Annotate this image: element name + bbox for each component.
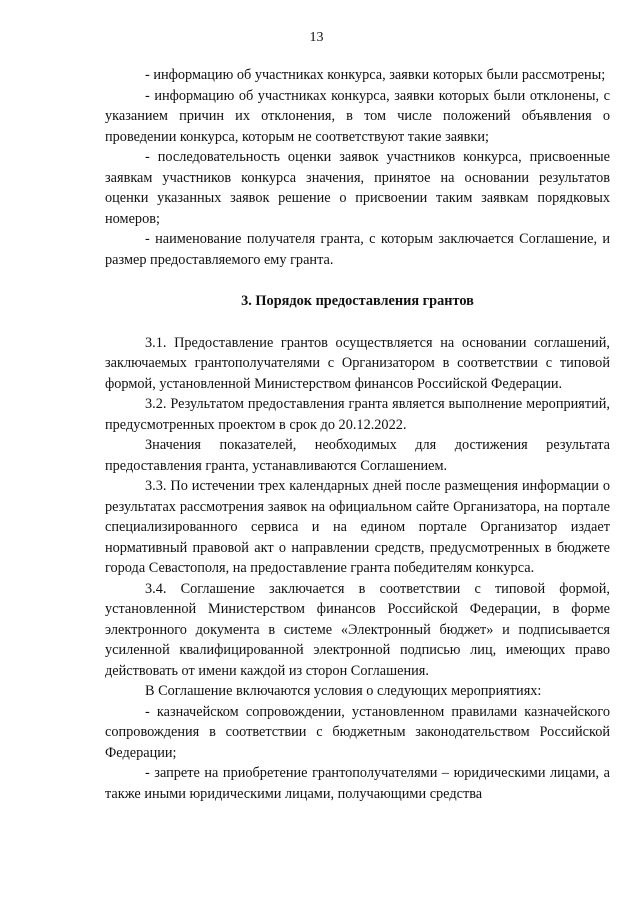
list-item-treasury-support: - казначейском сопровождении, установленном правилами казначейского сопровождения в соответствии с бюджетным законодательством Российской Федерации; — [105, 703, 610, 761]
paragraph-3-2: 3.2. Результатом предоставления гранта является выполнение мероприятий, предусмотренных проектом в срок до 20.12.2022. — [105, 396, 610, 433]
paragraph-3-4: 3.4. Соглашение заключается в соответствии с типовой формой, установленной Министерством финансов Российской Федерации, в форме электронного документа в системе «Электронный бюджет» и подписывается усиленной квалифицированной электронной подписью лиц, имеющих право действовать от имени каждой из сторон Соглашения. — [105, 580, 610, 679]
list-item-grant-recipient: - наименование получателя гранта, с которым заключается Соглашение, и размер предоставляемого ему гранта. — [105, 231, 610, 268]
list-item-reviewed: - информацию об участниках конкурса, заявки которых были рассмотрены; — [145, 67, 606, 83]
paragraph-3-3: 3.3. По истечении трех календарных дней после размещения информации о результатах рассмотрения заявок на официальном сайте Организатора, на портале специализированного сервиса и на едином портале Организатор издает нормативный правовой акт о направлении средств, предусмотренных в бюджете города Севастополя, на предоставление гранта победителям конкурса. — [105, 478, 610, 576]
paragraph-agreement-conditions: В Соглашение включаются условия о следующих мероприятиях: — [145, 683, 542, 699]
list-item-purchase-ban: - запрете на приобретение грантополучателями – юридическими лицами, а также иными юридическими лицами, получающими средства — [105, 765, 610, 802]
page-number: 13 — [309, 30, 324, 45]
document-body — [105, 65, 610, 804]
list-item-evaluation-order: - последовательность оценки заявок участников конкурса, присвоенные заявкам участников конкурса значения, принятое на основании результатов оценки указанных заявок решение о присвоении таким заявкам порядковых номеров; — [105, 149, 610, 227]
paragraph-indicators: Значения показателей, необходимых для достижения результата предоставления гранта, устанавливаются Соглашением. — [105, 437, 610, 474]
list-item-rejected: - информацию об участниках конкурса, заявки которых были отклонены, с указанием причин их отклонения, в том числе положений объявления о проведении конкурса, которым не соответствуют такие заявки; — [105, 87, 610, 145]
paragraph-3-1: 3.1. Предоставление грантов осуществляется на основании соглашений, заключаемых грантополучателями с Организатором в соответствии с типовой формой, установленной Министерством финансов Российской Федерации. — [105, 334, 610, 392]
section-heading: 3. Порядок предоставления грантов — [241, 293, 474, 309]
